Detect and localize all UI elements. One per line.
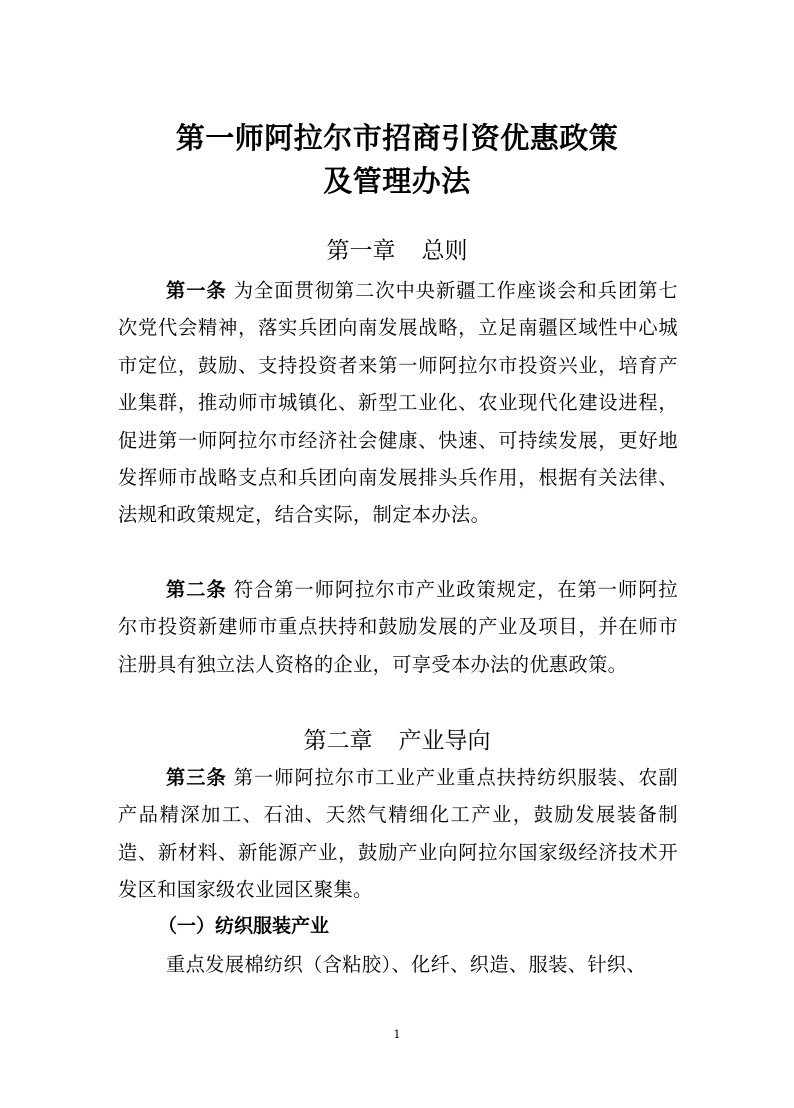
document-title-line1: 第一师阿拉尔市招商引资优惠政策 <box>175 121 619 155</box>
chapter-2-heading <box>0 726 794 756</box>
article-2-label: 第二条 <box>166 578 227 601</box>
chapter-2-name: 产业导向 <box>398 728 491 754</box>
article-1-text: 为全面贯彻第二次中央新疆工作座谈会和兵团第七次党代会精神，落实兵团向南发展战略，立足南疆区域性中心城市定位，鼓励、支持投资者来第一师阿拉尔市投资兴业，培育产业集群，推动师市城镇化、新型工业化、农业现代化建设进程，促进第一师阿拉尔市经济社会健康、快速、可持续发展，更好地发挥师市战略支点和兵团向南发展排头兵作用，根据有关法律、法规和政策规定，结合实际，制定本办法。 <box>118 279 679 527</box>
article-1-label: 第一条 <box>166 279 227 302</box>
chapter-1-name: 总则 <box>421 238 468 264</box>
chapter-2-number: 第二章 <box>303 728 373 754</box>
paragraph-textile: 重点发展棉纺织（含粘胶）、化纤、织造、服装、针织、 <box>166 953 647 976</box>
subsection-textile-heading: （一）纺织服装产业 <box>158 915 330 937</box>
article-2-text: 符合第一师阿拉尔市产业政策规定，在第一师阿拉尔市投资新建师市重点扶持和鼓励发展的产业及项目，并在师市注册具有独立法人资格的企业，可享受本办法的优惠政策。 <box>118 578 679 676</box>
article-3 <box>118 759 678 909</box>
article-3-label: 第三条 <box>166 766 227 789</box>
article-1 <box>118 272 678 534</box>
article-3-text: 第一师阿拉尔市工业产业重点扶持纺织服装、农副产品精深加工、石油、天然气精细化工产业，鼓励发展装备制造、新材料、新能源产业，鼓励产业向阿拉尔国家级经济技术开发区和国家级农业园区聚集。 <box>118 766 679 902</box>
chapter-1-heading <box>0 236 794 266</box>
page-number: 1 <box>393 1028 401 1041</box>
document-title-line2: 及管理办法 <box>323 164 471 198</box>
article-2 <box>118 571 678 683</box>
chapter-1-number: 第一章 <box>326 238 396 264</box>
